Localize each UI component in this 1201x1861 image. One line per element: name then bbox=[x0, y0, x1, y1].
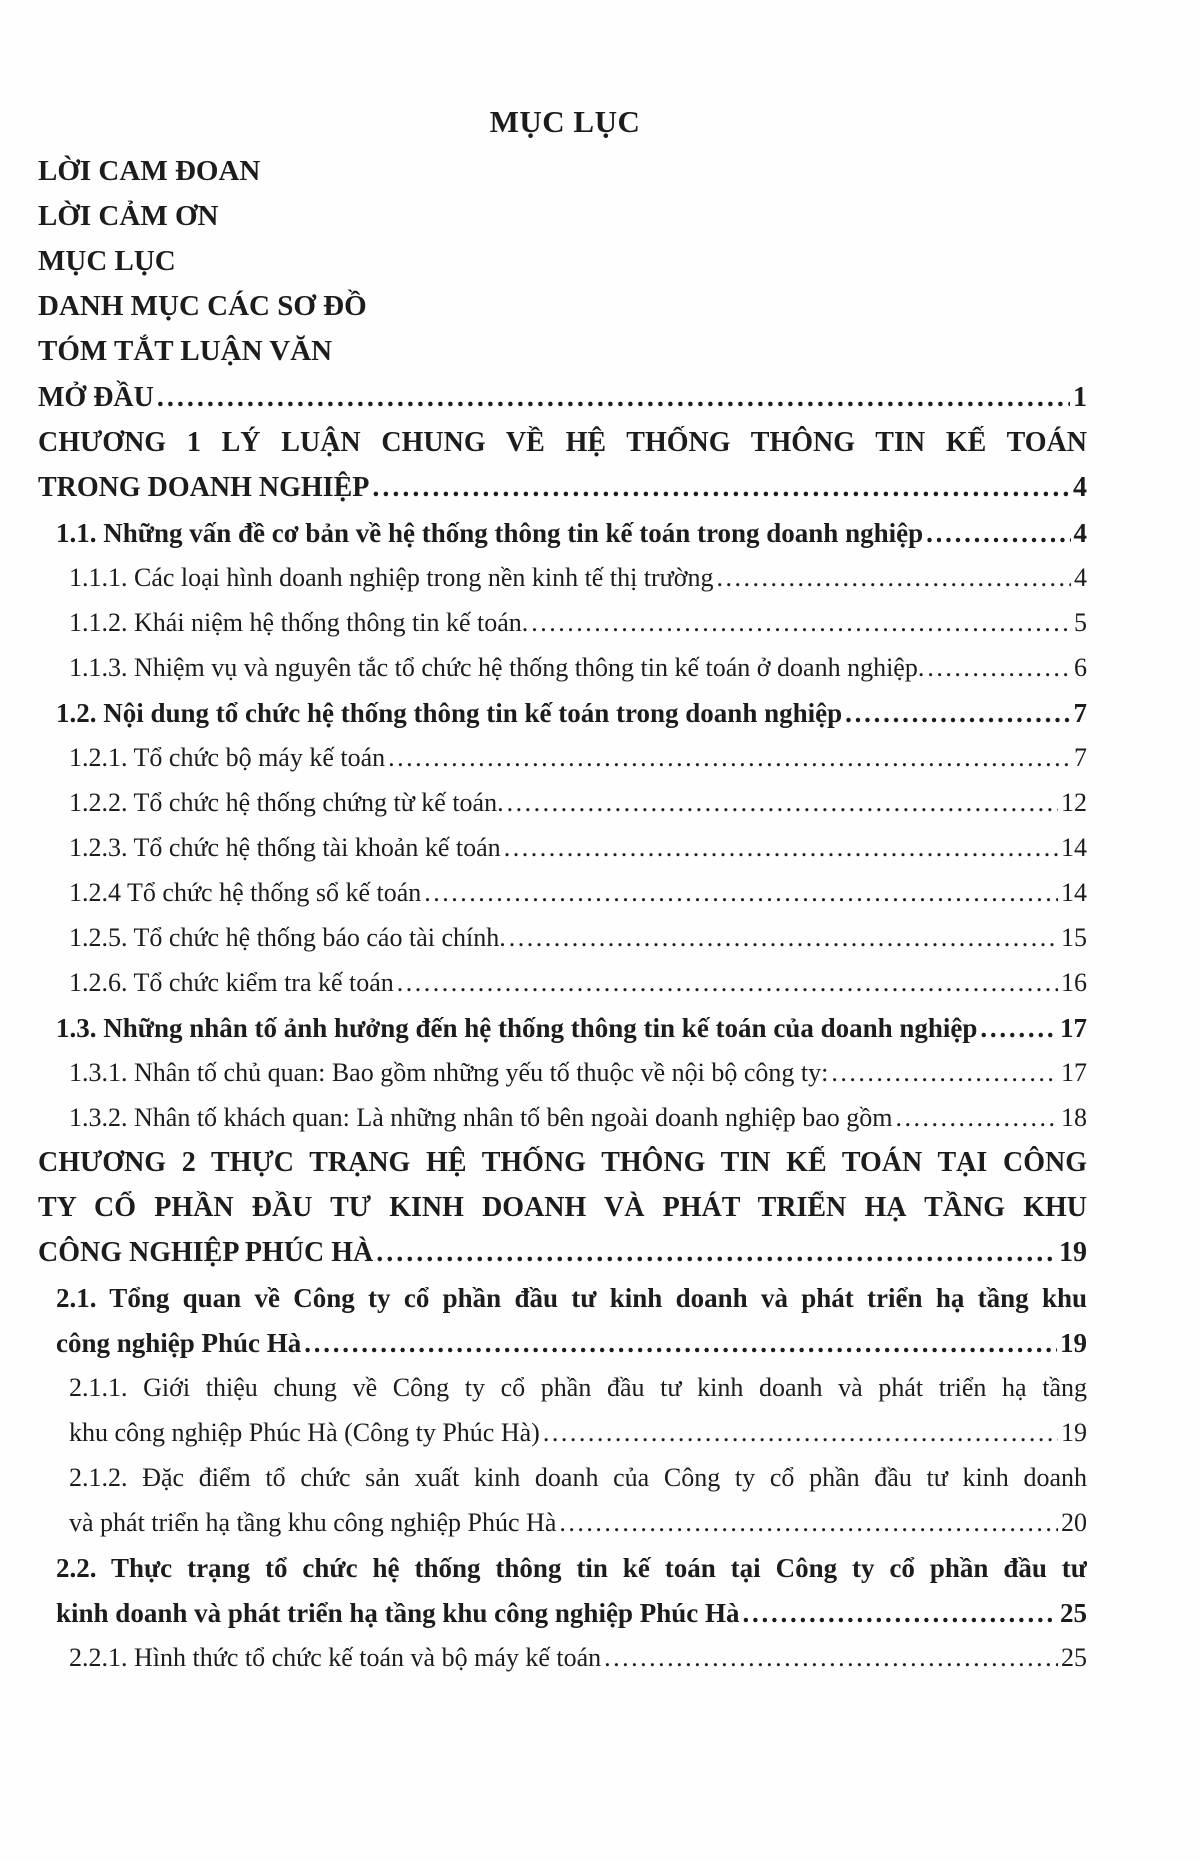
toc-entry-page: 19 bbox=[1060, 1328, 1087, 1358]
toc-entry-text: 1.1.1. Các loại hình doanh nghiệp trong nền kinh tế thị trường bbox=[69, 563, 714, 592]
toc-entry-page: 4 bbox=[1073, 518, 1087, 548]
front-matter-item: LỜI CAM ĐOAN bbox=[38, 155, 261, 187]
dot-leader bbox=[927, 651, 1071, 685]
dot-leader bbox=[157, 381, 1070, 415]
toc-section-heading: 2.1. Tổng quan về Công ty cổ phần đầu tư kinh doanh và phát triển hạ tầng khu bbox=[56, 1283, 1087, 1313]
toc-entry bbox=[69, 786, 1087, 820]
dot-leader bbox=[980, 1011, 1057, 1045]
toc-entry-text: công nghiệp Phúc Hà bbox=[56, 1328, 302, 1358]
toc-entry-page: 25 bbox=[1061, 1643, 1087, 1672]
toc-entry bbox=[69, 741, 1087, 775]
toc-entry-text: và phát triển hạ tầng khu công nghiệp Phúc Hà bbox=[69, 1508, 557, 1537]
toc-entry bbox=[56, 516, 1087, 550]
toc-entry-page: 4 bbox=[1073, 472, 1087, 503]
dot-leader bbox=[376, 1236, 1056, 1270]
toc-entry bbox=[69, 831, 1087, 865]
dot-leader bbox=[926, 516, 1070, 550]
toc-entry-text: 1.2.6. Tổ chức kiểm tra kế toán bbox=[69, 968, 394, 997]
toc-entry-text: khu công nghiệp Phúc Hà (Công ty Phúc Hà) bbox=[69, 1418, 540, 1447]
front-matter-item: TÓM TẮT LUẬN VĂN bbox=[38, 335, 333, 367]
toc-entry-text: 1.3.1. Nhân tố chủ quan: Bao gồm những yếu tố thuộc về nội bộ công ty: bbox=[69, 1058, 829, 1087]
dot-leader bbox=[372, 471, 1070, 505]
dot-leader bbox=[504, 831, 1058, 865]
dot-leader bbox=[531, 606, 1071, 640]
toc-entry-text: 1.2.3. Tổ chức hệ thống tài khoản kế toán bbox=[69, 833, 501, 862]
dot-leader bbox=[831, 1056, 1058, 1090]
toc-entry-text: 1.2.2. Tổ chức hệ thống chứng từ kế toán. bbox=[69, 788, 504, 817]
toc-entry-text: TRONG DOANH NGHIỆP bbox=[38, 472, 370, 503]
toc-entry-text: 1.2. Nội dung tổ chức hệ thống thông tin kế toán trong doanh nghiệp bbox=[56, 698, 843, 728]
toc-entry-text: 1.3.2. Nhân tố khách quan: Là những nhân tố bên ngoài doanh nghiệp bao gồm bbox=[69, 1103, 893, 1132]
front-matter-item: MỤC LỤC bbox=[38, 245, 176, 277]
toc-entry-text: 1.3. Những nhân tố ảnh hưởng đến hệ thống thông tin kế toán của doanh nghiệp bbox=[56, 1013, 978, 1043]
toc-entry-page: 6 bbox=[1074, 653, 1087, 682]
dot-leader bbox=[896, 1101, 1058, 1135]
toc-entry-text: 1.1. Những vấn đề cơ bản về hệ thống thông tin kế toán trong doanh nghiệp bbox=[56, 518, 924, 548]
toc-entry-page: 7 bbox=[1073, 698, 1087, 728]
toc-entry-page: 16 bbox=[1061, 968, 1087, 997]
dot-leader bbox=[509, 921, 1058, 955]
toc-entry bbox=[69, 1416, 1087, 1450]
toc-subsection-heading: 2.1.2. Đặc điểm tổ chức sản xuất kinh doanh của Công ty cổ phần đầu tư kinh doanh bbox=[69, 1463, 1087, 1492]
toc-entry bbox=[69, 1506, 1087, 1540]
dot-leader bbox=[559, 1506, 1058, 1540]
toc-entry-text: CÔNG NGHIỆP PHÚC HÀ bbox=[38, 1237, 374, 1268]
toc-section-heading: 2.2. Thực trạng tổ chức hệ thống thông tin kế toán tại Công ty cổ phần đầu tư bbox=[56, 1553, 1087, 1583]
front-matter-item: DANH MỤC CÁC SƠ ĐỒ bbox=[38, 290, 367, 322]
toc-entry-page: 19 bbox=[1061, 1418, 1087, 1447]
toc-chapter-heading: TY CỔ PHẦN ĐẦU TƯ KINH DOANH VÀ PHÁT TRIỂN HẠ TẦNG KHU bbox=[38, 1192, 1087, 1223]
dot-leader bbox=[543, 1416, 1058, 1450]
toc-entry-text: 1.1.3. Nhiệm vụ và nguyên tắc tổ chức hệ thống thông tin kế toán ở doanh nghiệp. bbox=[69, 653, 925, 682]
dot-leader bbox=[742, 1596, 1057, 1630]
toc-entry bbox=[38, 1236, 1087, 1270]
dot-leader bbox=[717, 561, 1071, 595]
toc-entry-page: 20 bbox=[1061, 1508, 1087, 1537]
toc-entry-page: 1 bbox=[1073, 382, 1087, 413]
toc-entry bbox=[38, 471, 1087, 505]
toc-entry-text: MỞ ĐẦU bbox=[38, 382, 154, 413]
toc-entry-page: 12 bbox=[1061, 788, 1087, 817]
dot-leader bbox=[304, 1326, 1057, 1360]
toc-entry-text: 1.2.1. Tổ chức bộ máy kế toán bbox=[69, 743, 386, 772]
toc-entry bbox=[69, 966, 1087, 1000]
toc-entry-text: 1.2.5. Tổ chức hệ thống báo cáo tài chính. bbox=[69, 923, 506, 952]
dot-leader bbox=[388, 741, 1071, 775]
page-title: MỤC LỤC bbox=[489, 104, 641, 139]
toc-entry-text: 1.2.4 Tổ chức hệ thống sổ kế toán bbox=[69, 878, 422, 907]
toc-entry-page: 5 bbox=[1074, 608, 1087, 637]
toc-entry-text: 2.2.1. Hình thức tổ chức kế toán và bộ máy kế toán bbox=[69, 1643, 602, 1672]
toc-entry bbox=[56, 696, 1087, 730]
toc-entry-page: 15 bbox=[1061, 923, 1087, 952]
toc-subsection-heading: 2.1.1. Giới thiệu chung về Công ty cổ phần đầu tư kinh doanh và phát triển hạ tầng bbox=[69, 1373, 1087, 1402]
toc-entry-text: kinh doanh và phát triển hạ tầng khu công nghiệp Phúc Hà bbox=[56, 1598, 740, 1628]
toc-entry bbox=[69, 876, 1087, 910]
toc-entry-page: 14 bbox=[1061, 833, 1087, 862]
toc-entry bbox=[69, 651, 1087, 685]
toc-entry-text: 1.1.2. Khái niệm hệ thống thông tin kế toán. bbox=[69, 608, 529, 637]
dot-leader bbox=[397, 966, 1058, 1000]
front-matter-item: LỜI CẢM ƠN bbox=[38, 200, 219, 232]
toc-entry-page: 17 bbox=[1060, 1013, 1087, 1043]
dot-leader bbox=[507, 786, 1058, 820]
toc-entry-page: 14 bbox=[1061, 878, 1087, 907]
dot-leader bbox=[845, 696, 1070, 730]
toc-entry-page: 7 bbox=[1074, 743, 1087, 772]
toc-entry-page: 17 bbox=[1061, 1058, 1087, 1087]
toc-entry bbox=[69, 1101, 1087, 1135]
toc-entry bbox=[69, 1056, 1087, 1090]
dot-leader bbox=[604, 1641, 1058, 1675]
toc-entry bbox=[56, 1596, 1087, 1630]
toc-entry bbox=[69, 606, 1087, 640]
toc-entry-page: 18 bbox=[1061, 1103, 1087, 1132]
toc-entry bbox=[69, 561, 1087, 595]
toc-entry bbox=[56, 1011, 1087, 1045]
toc-chapter-heading: CHƯƠNG 2 THỰC TRẠNG HỆ THỐNG THÔNG TIN KẾ TOÁN TẠI CÔNG bbox=[38, 1147, 1087, 1178]
toc-entry bbox=[69, 1641, 1087, 1675]
toc-entry-page: 4 bbox=[1074, 563, 1087, 592]
toc-entry-page: 25 bbox=[1060, 1598, 1087, 1628]
toc-entry bbox=[69, 921, 1087, 955]
toc-chapter-heading: CHƯƠNG 1 LÝ LUẬN CHUNG VỀ HỆ THỐNG THÔNG TIN KẾ TOÁN bbox=[38, 427, 1087, 458]
toc-entry bbox=[56, 1326, 1087, 1360]
dot-leader bbox=[424, 876, 1058, 910]
toc-entry-page: 19 bbox=[1059, 1237, 1087, 1268]
toc-entry bbox=[38, 381, 1087, 415]
